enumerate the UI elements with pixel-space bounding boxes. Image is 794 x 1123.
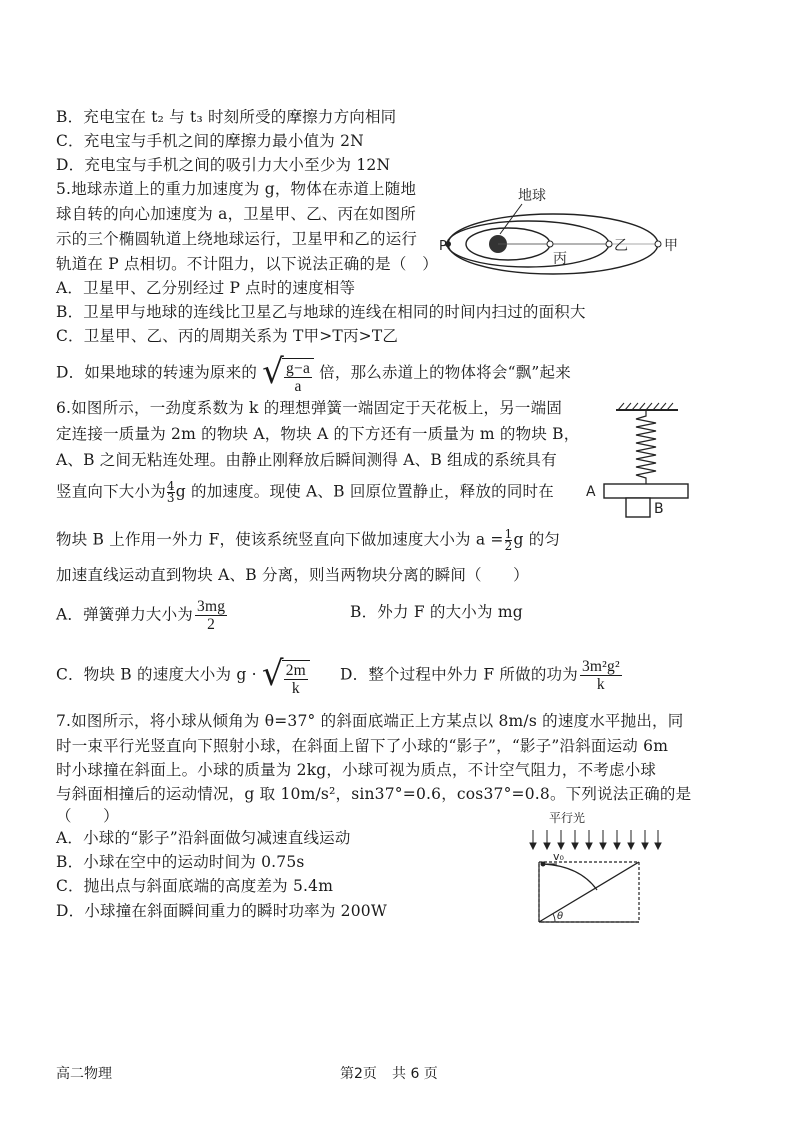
q6-stem-line-5: 物块 B 上作用一外力 F，使该系统竖直向下做加速度大小为 a = $\frac{1}{2}$ g 的匀 (56, 527, 561, 553)
q5-option-a: A．卫星甲、乙分别经过 P 点时的速度相等 (56, 279, 356, 297)
label-block-b: B (654, 501, 664, 517)
q6-option-b: B．外力 F 的大小为 mg (350, 603, 523, 621)
q7-option-d: D．小球撞在斜面瞬间重力的瞬时功率为 200W (56, 902, 387, 920)
spring-block-diagram (580, 400, 690, 525)
q7-option-c: C．抛出点与斜面底端的高度差为 5.4m (56, 877, 334, 895)
q7-option-b: B．小球在空中的运动时间为 0.75s (56, 853, 305, 871)
trajectory-curve (543, 864, 597, 890)
q5-stem-line-4: 轨道在 P 点相切。不计阻力，以下说法正确的是（ ） (56, 255, 438, 273)
q6-option-c: C．物块 B 的速度大小为 g · √ $\frac{2m}{k}$ (56, 654, 310, 697)
sqrt-expression: √ $\frac{2m}{k}$ (262, 654, 310, 697)
q4-option-d: D．充电宝与手机之间的吸引力大小至少为 12N (56, 156, 391, 174)
spring-icon (636, 410, 656, 484)
orbit-diagram (440, 182, 700, 278)
sqrt-expression: √ $\frac{g-a}{a}$ (262, 352, 314, 395)
label-p: P (439, 239, 447, 254)
q6-stem-line-1: 6.如图所示，一劲度系数为 k 的理想弹簧一端固定于天花板上，另一端固 (56, 399, 563, 417)
label-theta: θ (557, 911, 564, 922)
q5-option-c: C．卫星甲、乙、丙的周期关系为 T甲>T丙>T乙 (56, 327, 399, 345)
incline-projectile-diagram (525, 808, 665, 928)
q4-option-c: C．充电宝与手机之间的摩擦力最小值为 2N (56, 132, 364, 150)
q5-option-d: D．如果地球的转速为原来的 √ $\frac{g-a}{a}$ 倍，那么赤道上的物体将会“飘”起来 (56, 352, 571, 395)
q5-stem-line-1: 5.地球赤道上的重力加速度为 g，物体在赤道上随地 (56, 180, 417, 198)
q7-stem-line-2: 时一束平行光竖直向下照射小球，在斜面上留下了小球的“影子”，“影子”沿斜面运动 6m (56, 737, 669, 755)
label-earth: 地球 (518, 188, 546, 204)
block-a (604, 484, 688, 498)
footer-total: 共 6 页 (392, 1066, 438, 1082)
q6-stem-line-4: 竖直向下大小为 $\frac{4}{3}$ g 的加速度。现使 A、B 回原位置静止，释放的同时在 (56, 479, 554, 505)
q4-option-b: B．充电宝在 t₂ 与 t₃ 时刻所受的摩擦力方向相同 (56, 108, 397, 126)
q7-stem-line-1: 7.如图所示，将小球从倾角为 θ=37° 的斜面底端正上方某点以 8m/s 的速度水平抛出，同 (56, 712, 684, 730)
label-v0: v₀ (553, 850, 564, 863)
footer-subject: 高二物理 (56, 1066, 112, 1082)
label-bing: 丙 (553, 251, 567, 267)
label-jia: 甲 (664, 238, 678, 254)
q7-option-a: A．小球的“影子”沿斜面做匀减速直线运动 (56, 829, 351, 847)
q6-option-d: D．整个过程中外力 F 所做的功为 $\frac{\text{3m²g²}}{k}$ (340, 658, 620, 693)
q5-stem-line-2: 球自转的向心加速度为 a，卫星甲、乙、丙在如图所 (56, 205, 416, 223)
q7-stem-line-5: （ ） (56, 807, 119, 825)
footer-page: 第2页 (340, 1066, 377, 1082)
q7-stem-line-4: 与斜面相撞后的运动情况，g 取 10m/s²，sin37°=0.6，cos37°=0.8。下列说法正确的是 (56, 785, 692, 803)
q6-stem-line-6: 加速直线运动直到物块 A、B 分离，则当两物块分离的瞬间（ ） (56, 566, 529, 584)
label-block-a: A (586, 484, 596, 500)
q6-stem-line-3: A、B 之间无粘连处理。由静止刚释放后瞬间测得 A、B 组成的系统具有 (56, 451, 557, 469)
q5-option-b: B．卫星甲与地球的连线比卫星乙与地球的连线在相同的时间内扫过的面积大 (56, 303, 586, 321)
q5-stem-line-3: 示的三个椭圆轨道上绕地球运行，卫星甲和乙的运行 (56, 230, 418, 248)
q6-option-a: A．弹簧弹力大小为 $\frac{3mg}{2}$ (56, 598, 226, 633)
incline-slope (539, 862, 639, 922)
q7-stem-line-3: 时小球撞在斜面上。小球的质量为 2kg，小球可视为质点，不计空气阻力，不考虑小球 (56, 761, 657, 779)
label-yi: 乙 (614, 238, 628, 254)
label-parallel-light: 平行光 (549, 811, 586, 825)
q6-stem-line-2: 定连接一质量为 2m 的物块 A，物块 A 的下方还有一质量为 m 的物块 B， (56, 425, 580, 443)
block-b (626, 498, 650, 517)
